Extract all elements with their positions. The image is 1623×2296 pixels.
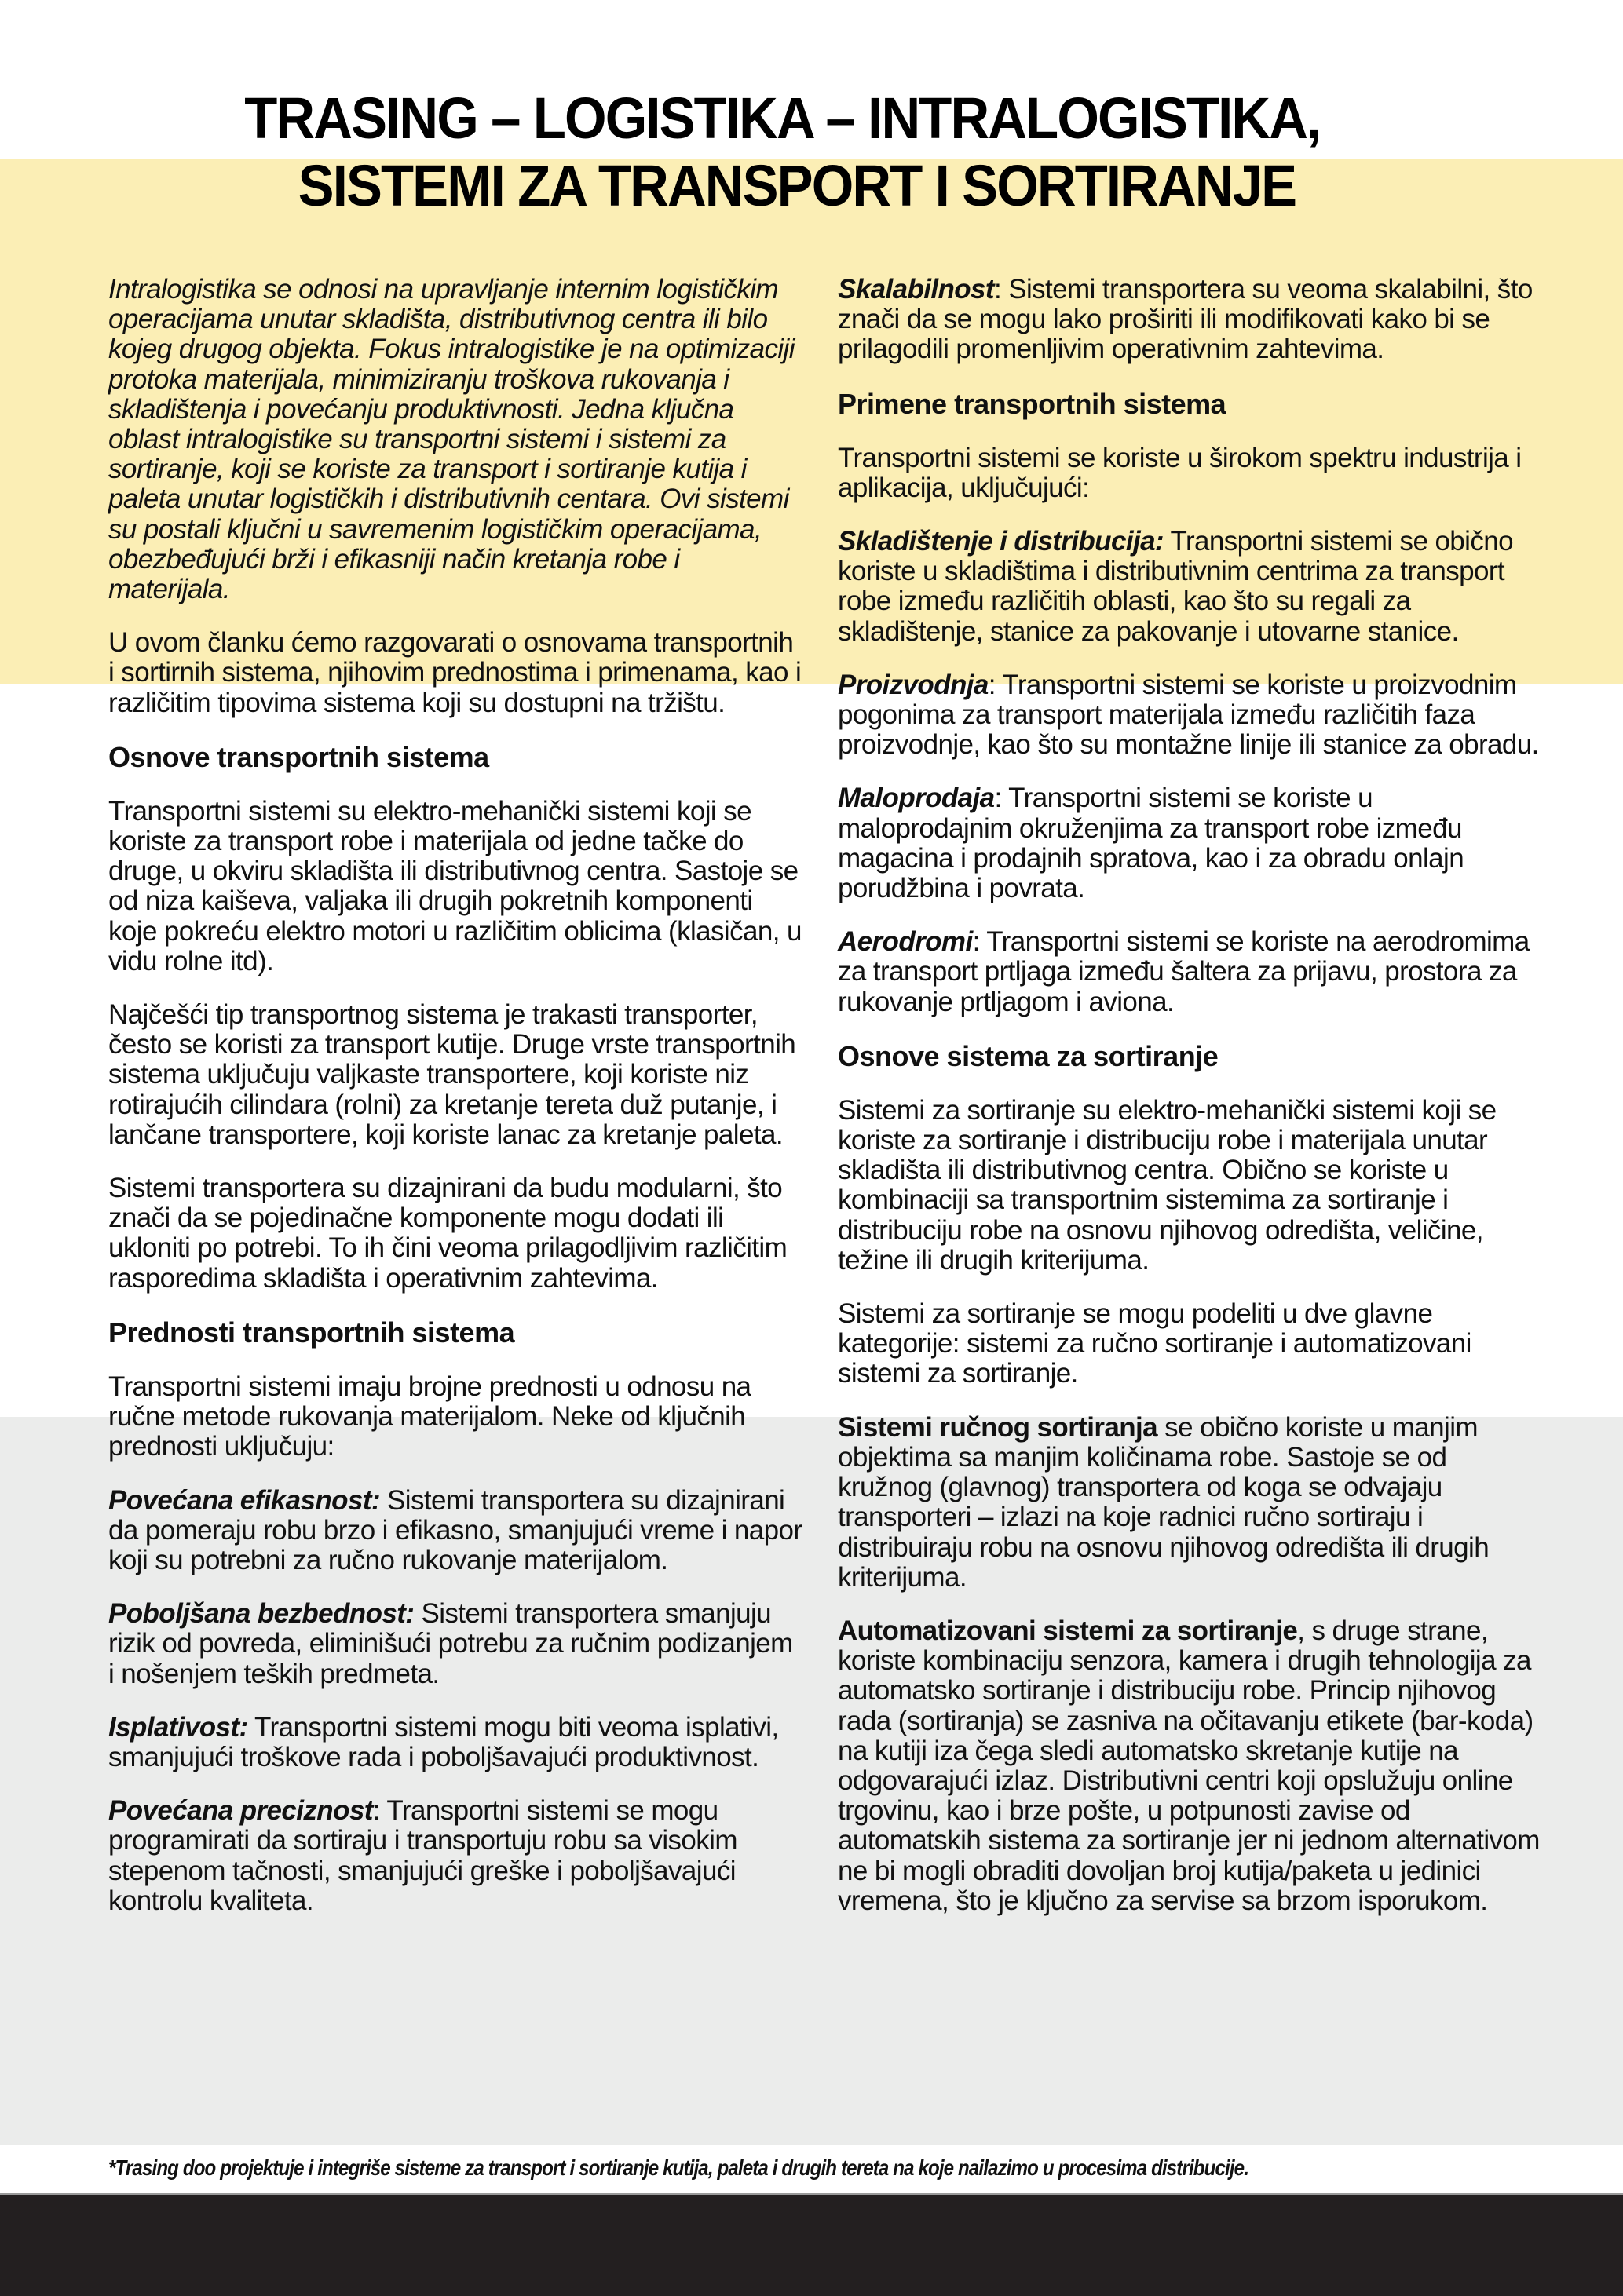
footnote: *Trasing doo projektuje i integriše sisteme za transport i sortiranje kutija, paleta i drugih tereta na koje nailazimo u procesima distribucije.: [108, 2155, 1249, 2180]
application-term: Aerodromi: [838, 926, 973, 958]
advantage-term: Poboljšana bezbednost:: [108, 1598, 415, 1630]
advantage-item: [108, 1486, 803, 1576]
advantage-term: Povećana preciznost: [108, 1795, 373, 1827]
application-term: Maloprodaja: [838, 783, 995, 814]
paragraph: Transportni sistemi su elektro-mehanički sistemi koji se koriste za transport robe i materijala od jedne tačke do druge, u okviru skladišta ili distributivnog centra. Sastoje se od niza kaiševa, valjaka ili drugih pokretnih komponenti koje pokreću elektro motori u različitim oblicima (klasičan, u vidu rolne itd).: [108, 795, 802, 976]
manual-sorting-paragraph: [838, 1413, 1544, 1593]
advantage-text: Sistemi transportera su dizajnirani da pomeraju robu brzo i efikasno, smanjujući vreme i napor koji su potrebni za ručno rukovanje materijalom.: [108, 1484, 802, 1575]
paragraph: Sistemi za sortiranje se mogu podeliti u dve glavne kategorije: sistemi za ručno sortiranje i automatizovani sistemi za sortiranje.: [838, 1298, 1471, 1389]
advantage-item: [108, 1599, 803, 1689]
section-heading-sorting-basics: Osnove sistema za sortiranje: [838, 1039, 1219, 1072]
application-text: : Transportni sistemi se koriste u maloprodajnim okruženjima za transport robe između magacina i prodajnih spratova, kao i za obradu onlajn porudžbina i povrata.: [838, 783, 1464, 904]
advantage-text: : Sistemi transportera su veoma skalabilni, što znači da se mogu lako proširiti ili modifikovati kako bi se prilagodili promenljivim operativnim zahtevima.: [838, 274, 1533, 365]
right-column: [838, 275, 1544, 1940]
advantage-text: : Transportni sistemi se mogu programirati da sortiraju i transportuju robu sa visokim stepenom tačnosti, smanjujući greške i poboljšavajući kontrolu kvaliteta.: [108, 1795, 737, 1916]
application-text: : Transportni sistemi se koriste u proizvodnim pogonima za transport materijala između različitih faza proizvodnje, kao što su montažne linije ili stanice za obradu.: [838, 669, 1539, 761]
advantage-item-scalability: [838, 275, 1544, 365]
paragraph: Transportni sistemi imaju brojne prednosti u odnosu na ručne metode rukovanja materijalom. Neke od ključnih prednosti uključuju:: [108, 1371, 751, 1462]
section-heading-conveyor-advantages: Prednosti transportnih sistema: [108, 1316, 515, 1349]
paragraph: Transportni sistemi se koriste u širokom spektru industrija i aplikacija, uključujući:: [838, 442, 1522, 503]
intro-paragraph: Intralogistika se odnosi na upravljanje internim logističkim operacijama unutar skladišta, distributivnog centra ili bilo kojeg drugog objekta. Fokus intralogistike je na optimizaciji protoka materijala, minimiziranju troškova rukovanja i skladištenja i povećanju produktivnosti. Jedna ključna oblast intralogistike su transportni sistemi i sistemi za sortiranje, koji se koriste za transport i sortiranje kutija i paleta unutar logističkih i distributivnih centara. Ovi sistemi su postali ključni u savremenim logističkim operacijama, obezbeđujući brži i efikasniji način kretanja robe i materijala.: [108, 274, 795, 605]
section-heading-conveyor-basics: Osnove transportnih sistema: [108, 740, 489, 773]
manual-sorting-term: Sistemi ručnog sortiranja: [838, 1411, 1158, 1443]
overview-paragraph: U ovom članku ćemo razgovarati o osnovama transportnih i sortirnih sistema, njihovim prednostima i primenama, kao i različitim tipovima sistema koji su dostupni na tržištu.: [108, 627, 802, 718]
manual-sorting-text: se obično koriste u manjim objektima sa manjim količinama robe. Sastoje se od kružnog (glavnog) transportera od koga se odvajaju transporteri – izlazi na koje radnici ručno sortiraju i distribuiraju robu na osnovu njihovog odredišta ili drugih kriterijuma.: [838, 1411, 1490, 1593]
advantage-term: Povećana efikasnost:: [108, 1484, 380, 1516]
paragraph: Sistemi za sortiranje su elektro-mehanički sistemi koji se koriste za sortiranje i distribuciju robe i materijala unutar skladišta ili distributivnog centra. Obično se koriste u kombinaciji sa transportnim sistemima za sortiranje i distribuciju robe na osnovu njihovog odredišta, veličine, težine ili drugih kriterijuma.: [838, 1094, 1497, 1276]
title-line-2: SISTEMI ZA TRANSPORT I SORTIRANJE: [298, 153, 1296, 218]
page-title: [57, 85, 1566, 220]
automated-sorting-paragraph: [838, 1616, 1544, 1916]
application-item: [838, 670, 1544, 761]
application-item: [838, 527, 1544, 647]
advantage-text: Sistemi transportera smanjuju rizik od povreda, eliminišući potrebu za ručnim podizanjem i nošenjem teških predmeta.: [108, 1598, 793, 1689]
advantage-text: Transportni sistemi mogu biti veoma isplativi, smanjujući troškove rada i poboljšavajući produktivnost.: [108, 1711, 779, 1772]
application-term: Proizvodnja: [838, 669, 989, 700]
footer-black-bar: [0, 2193, 1623, 2296]
application-term: Skladištenje i distribucija:: [838, 526, 1164, 557]
section-heading-applications: Primene transportnih sistema: [838, 387, 1226, 420]
paragraph: Najčešći tip transportnog sistema je trakasti transporter, često se koristi za transport kutije. Druge vrste transportnih sistema uključuju valjkaste transportere, koji koriste niz rotirajućih cilindara (rolni) za kretanje tereta duž putanje, i lančane transportere, koji koriste lanac za kretanje paleta.: [108, 999, 796, 1150]
advantage-term: Isplativost:: [108, 1711, 248, 1743]
automated-sorting-text: , s druge strane, koriste kombinaciju senzora, kamera i drugih tehnologija za automatsko sortiranje i distribuciju robe. Princip njihovog rada (sortiranja) se zasniva na očitavanju etikete (bar-koda) na kutiji iza čega sledi automatsko skretanje kutije na odgovarajući izlaz. Distributivni centri koji opslužuju online trgovinu, kao i brze pošte, u potpunosti zavise od automatskih sistema za sortiranje jer ni jednom alternativom ne bi mogli obraditi dovoljan broj kutija/paketa u jedinici vremena, što je ključno za servise sa brzom isporukom.: [838, 1615, 1540, 1916]
left-column: [108, 275, 803, 1940]
advantage-item: [108, 1796, 803, 1916]
advantage-term: Skalabilnost: [838, 274, 994, 305]
application-item: [838, 927, 1544, 1017]
automated-sorting-term: Automatizovani sistemi za sortiranje: [838, 1615, 1298, 1646]
application-item: [838, 783, 1544, 903]
title-line-1: TRASING – LOGISTIKA – INTRALOGISTIKA,: [244, 86, 1321, 151]
paragraph: Sistemi transportera su dizajnirani da budu modularni, što znači da se pojedinačne komponente mogu dodati ili ukloniti po potrebi. To ih čini veoma prilagodljivim različitim rasporedima skladišta i operativnim zahtevima.: [108, 1173, 788, 1294]
application-text: Transportni sistemi se obično koriste u skladištima i distributivnim centrima za transport robe između različitih oblasti, kao što su regali za skladištenje, stanice za pakovanje i utovarne stanice.: [838, 526, 1513, 647]
advantage-item: [108, 1713, 803, 1772]
application-text: : Transportni sistemi se koriste na aerodromima za transport prtljaga između šaltera za prijavu, prostora za rukovanje prtljagom i aviona.: [838, 926, 1530, 1017]
